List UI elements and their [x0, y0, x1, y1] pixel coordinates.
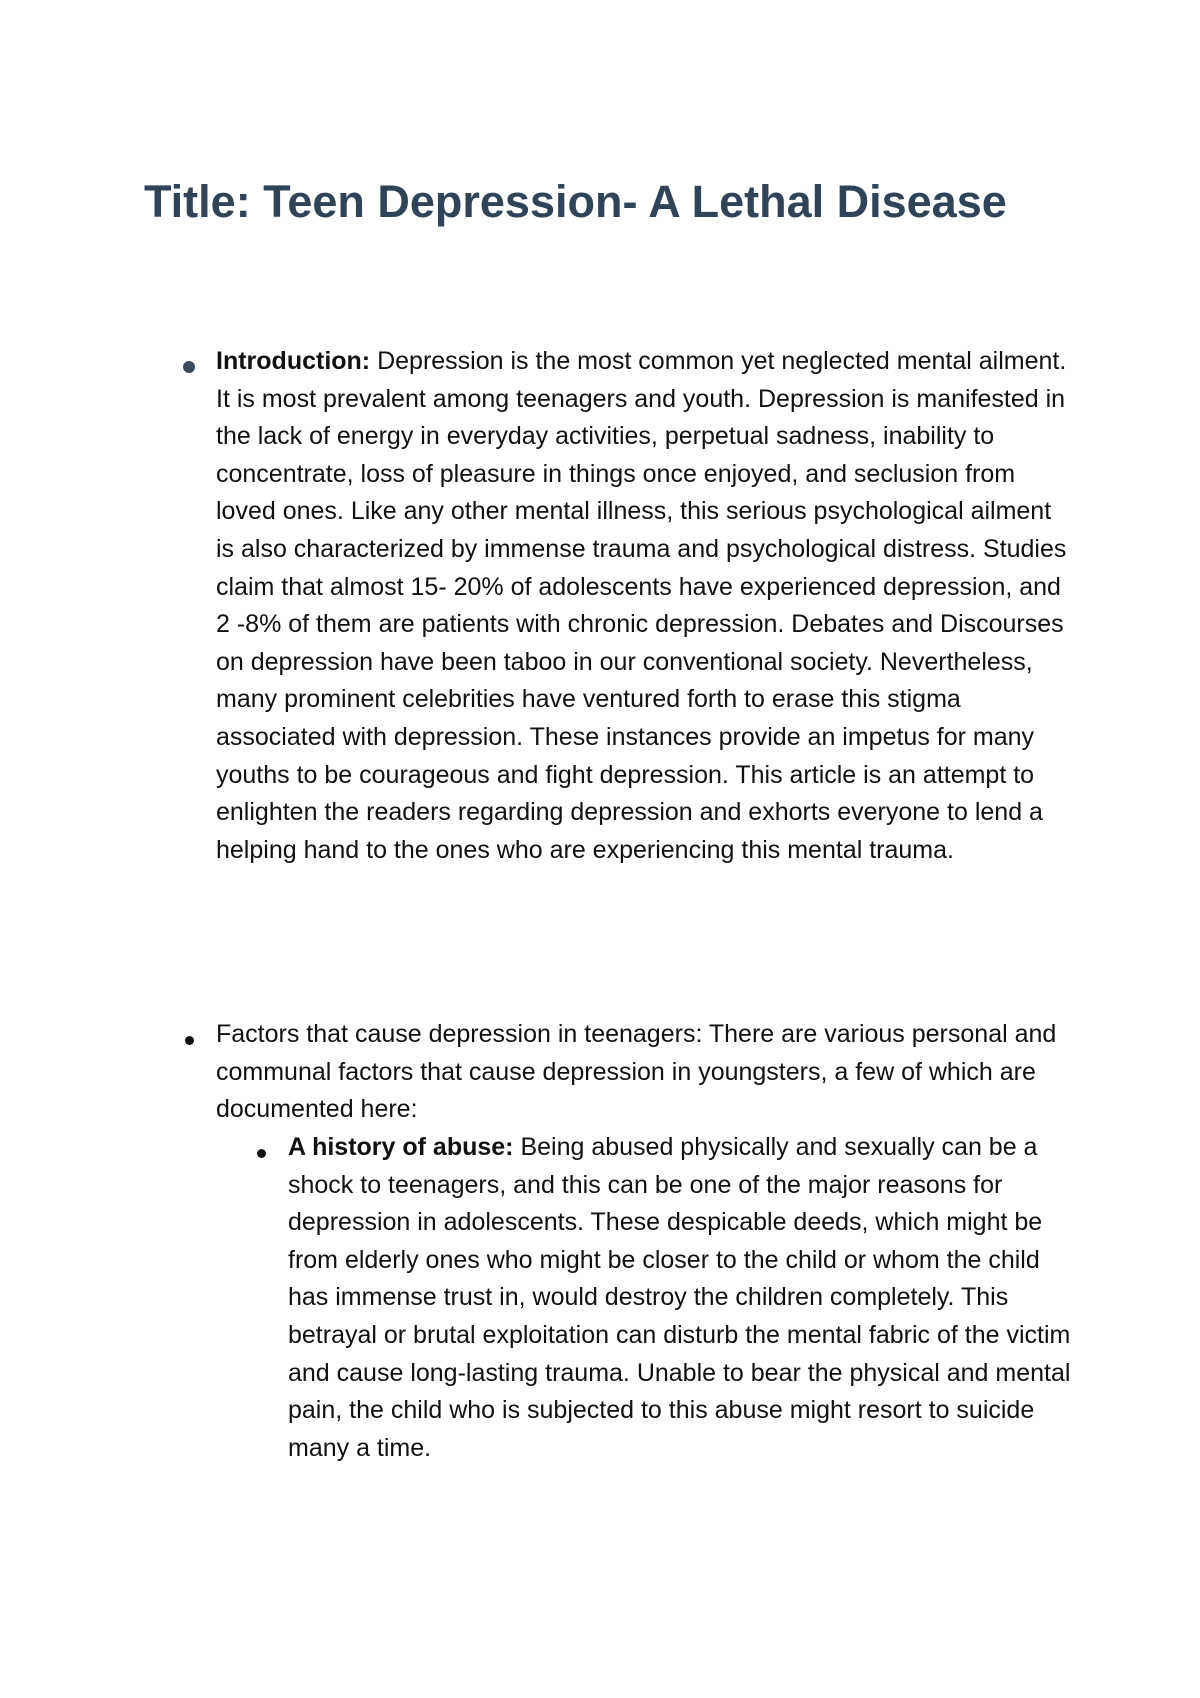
list-item-factors	[216, 1016, 1076, 1129]
bullet-icon	[183, 361, 195, 373]
abuse-text: Being abused physically and sexually can be a shock to teenagers, and this can be one of the major reasons for depression in adolescents. These despicable deeds, which might be from elderly ones who might be closer to the child or whom the child has immense trust in, would destroy the children completely. This betrayal or brutal exploitation can disturb the mental fabric of the victim and cause long-lasting trauma. Unable to bear the physical and mental pain, the child who is subjected to this abuse might resort to suicide many a time.	[288, 1133, 1071, 1462]
bullet-icon	[257, 1149, 266, 1158]
list-item-introduction	[216, 343, 1076, 869]
sub-list-item-abuse	[288, 1129, 1078, 1467]
document-title: Title: Teen Depression- A Lethal Disease	[144, 176, 1007, 227]
bullet-icon	[185, 1036, 194, 1045]
introduction-label: Introduction:	[216, 347, 371, 375]
factors-text: Factors that cause depression in teenagers: There are various personal and communal factors that cause depression in youngsters, a few of which are documented here:	[216, 1020, 1057, 1124]
introduction-text: Depression is the most common yet neglected mental ailment. It is most prevalent among teenagers and youth. Depression is manifested in the lack of energy in everyday activities, perpetual sadness, inability to concentrate, loss of pleasure in things once enjoyed, and seclusion from loved ones. Like any other mental illness, this serious psychological ailment is also characterized by immense trauma and psychological distress. Studies claim that almost 15- 20% of adolescents have experienced depression, and 2 -8% of them are patients with chronic depression. Debates and Discourses on depression have been taboo in our conventional society. Nevertheless, many prominent celebrities have ventured forth to erase this stigma associated with depression. These instances provide an impetus for many youths to be courageous and fight depression. This article is an attempt to enlighten the readers regarding depression and exhorts everyone to lend a helping hand to the ones who are experiencing this mental trauma.	[216, 347, 1067, 864]
abuse-label: A history of abuse:	[288, 1133, 514, 1161]
